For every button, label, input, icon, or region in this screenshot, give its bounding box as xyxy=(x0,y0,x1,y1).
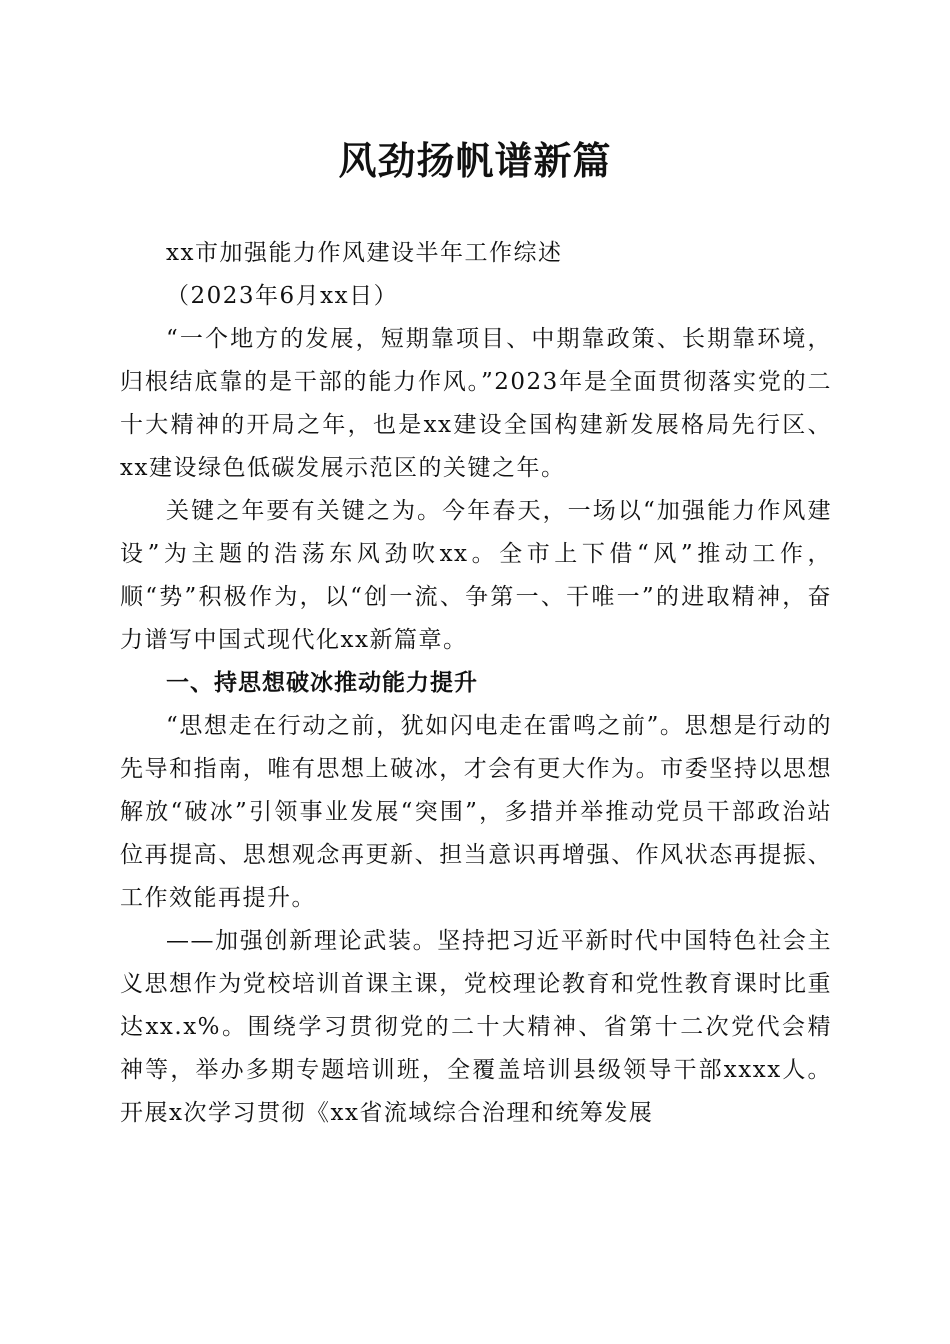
intro-paragraph-1: “一个地方的发展，短期靠项目、中期靠政策、长期靠环境，归根结底靠的是干部的能力作风。”2023年是全面贯彻落实党的二十大精神的开局之年，也是xx建设全国构建新发展格局先行区、xx建设绿色低碳发展示范区的关键之年。 xyxy=(120,326,832,481)
section-1-paragraph-2: ——加强创新理论武装。坚持把习近平新时代中国特色社会主义思想作为党校培训首课主课，党校理论教育和党性教育课时比重达xx.x%。围绕学习贯彻党的二十大精神、省第十二次党代会精神等，举办多期专题培训班，全覆盖培训县级领导干部xxxx人。开展x次学习贯彻《xx省流域综合治理和统筹发展 xyxy=(120,928,832,1126)
intro-paragraph-2: 关键之年要有关键之为。今年春天，一场以“加强能力作风建设”为主题的浩荡东风劲吹xx。全市上下借“风”推动工作，顺“势”积极作为，以“创一流、争第一、干唯一”的进取精神，奋力谱写中国式现代化xx新篇章。 xyxy=(120,498,832,653)
document-subtitle: xx市加强能力作风建设半年工作综述 xyxy=(166,240,563,266)
section-1-heading: 一、持思想破冰推动能力提升 xyxy=(166,670,478,696)
section-1-paragraph-1: “思想走在行动之前，犹如闪电走在雷鸣之前”。思想是行动的先导和指南，唯有思想上破冰，才会有更大作为。市委坚持以思想解放“破冰”引领事业发展“突围”，多措并举推动党员干部政治站位再提高、思想观念再更新、担当意识再增强、作风状态再提振、工作效能再提升。 xyxy=(120,713,832,911)
document-body xyxy=(120,232,832,1135)
document-title: 风劲扬帆谱新篇 xyxy=(338,138,612,183)
document-date: （2023年6月xx日） xyxy=(166,283,399,309)
